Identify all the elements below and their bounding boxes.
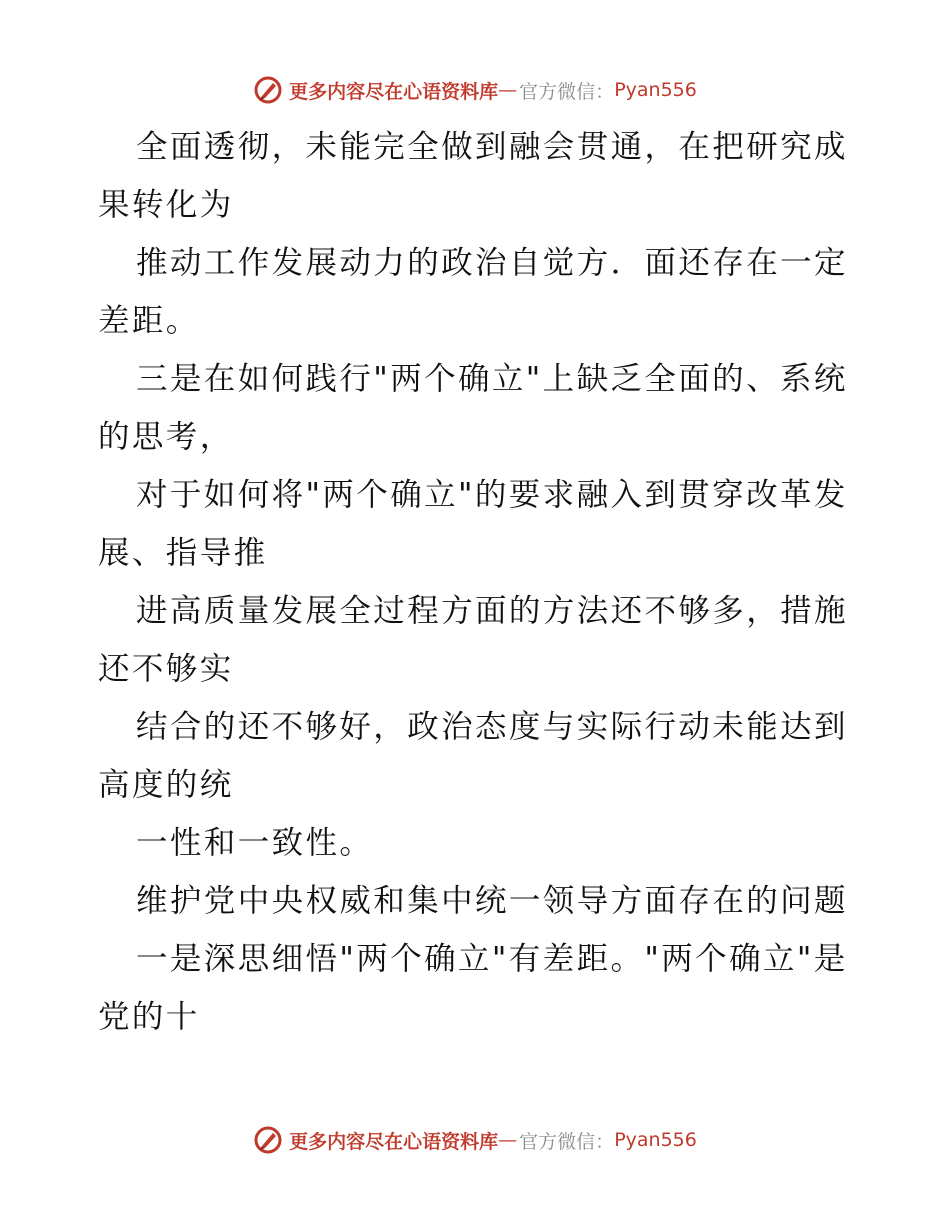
- body-line: 展、指导推: [98, 535, 268, 571]
- body-line: 高度的统: [98, 767, 234, 803]
- body-line: 还不够实: [98, 651, 234, 687]
- body-line: 全面透彻，未能完全做到融会贯通，在把研究成: [136, 129, 848, 165]
- body-line: 一性和一致性。: [136, 825, 374, 861]
- body-line: 结合的还不够好，政治态度与实际行动未能达到: [136, 709, 848, 745]
- section-heading: 维护党中央权威和集中统一领导方面存在的问题: [136, 883, 848, 919]
- banner-dash: —: [498, 1129, 518, 1151]
- document-body: [98, 118, 858, 1046]
- banner-wechat-label: 官方微信：: [519, 1130, 615, 1153]
- body-line: 推动工作发展动力的政治自觉方．面还存在一定: [136, 245, 848, 281]
- pen-logo-icon: [253, 1125, 283, 1155]
- footer-banner: [0, 1120, 950, 1160]
- body-line: 进高质量发展全过程方面的方法还不够多，措施: [136, 593, 848, 629]
- body-line: 对于如何将"两个确立"的要求融入到贯穿改革发: [136, 477, 848, 513]
- pen-logo-icon: [253, 75, 283, 105]
- banner-wechat-label: 官方微信：: [519, 80, 615, 103]
- banner-dash: —: [498, 79, 518, 101]
- header-banner: [0, 70, 950, 110]
- body-line: 果转化为: [98, 187, 234, 223]
- body-line: 三是在如何践行"两个确立"上缺乏全面的、系统: [136, 361, 848, 397]
- banner-site-text: 更多内容尽在心语资料库: [289, 80, 499, 103]
- banner-site-text: 更多内容尽在心语资料库: [289, 1130, 499, 1153]
- body-line: 一是深思细悟"两个确立"有差距。"两个确立"是: [136, 941, 848, 977]
- body-line: 的思考，: [98, 419, 234, 455]
- banner-wechat-id: Pyan556: [614, 1129, 697, 1151]
- body-line: 差距。: [98, 303, 200, 339]
- banner-wechat-id: Pyan556: [614, 79, 697, 101]
- body-line: 党的十: [98, 999, 200, 1035]
